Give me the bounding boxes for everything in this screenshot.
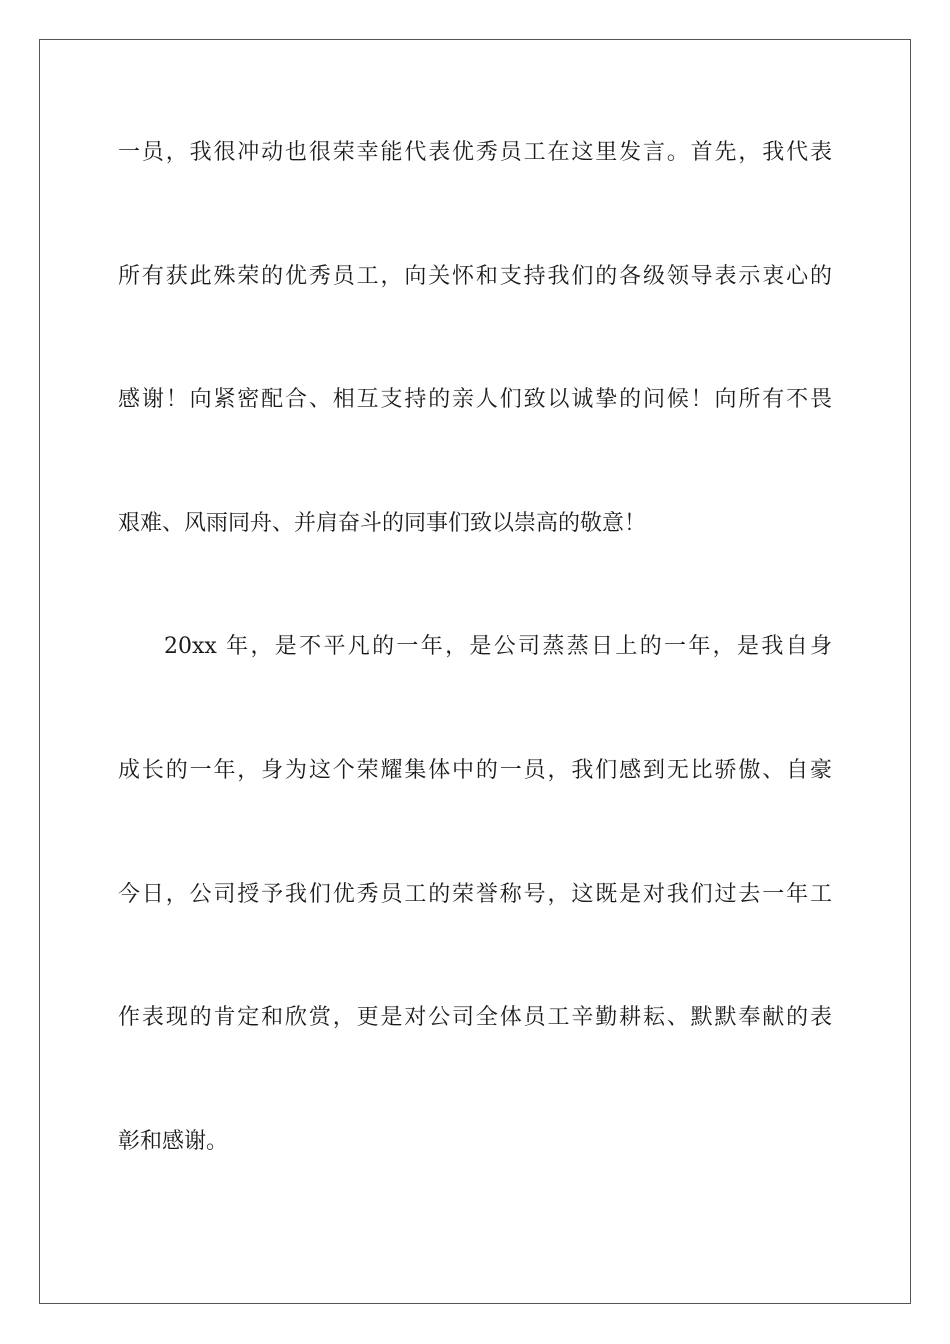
text-line-1: 一员，我很冲动也很荣幸能代表优秀员工在这里发言。首先，我代表 (118, 140, 832, 165)
text-line-8: 作表现的肯定和欣赏，更是对公司全体员工辛勤耕耘、默默奉献的表 (118, 1005, 832, 1030)
page-border (39, 39, 911, 1304)
text-line-9: 彰和感谢。 (118, 1129, 229, 1154)
text-line-5: 20xx 年，是不平凡的一年，是公司蒸蒸日上的一年，是我自身 (164, 634, 832, 659)
text-line-2: 所有获此殊荣的优秀员工，向关怀和支持我们的各级领导表示衷心的 (118, 264, 832, 289)
text-line-7: 今日，公司授予我们优秀员工的荣誉称号，这既是对我们过去一年工 (118, 882, 832, 907)
text-line-6: 成长的一年，身为这个荣耀集体中的一员，我们感到无比骄傲、自豪 (118, 758, 832, 783)
text-line-4: 艰难、风雨同舟、并肩奋斗的同事们致以崇高的敬意！ (118, 511, 647, 536)
text-line-3: 感谢！向紧密配合、相互支持的亲人们致以诚挚的问候！向所有不畏 (118, 387, 832, 412)
